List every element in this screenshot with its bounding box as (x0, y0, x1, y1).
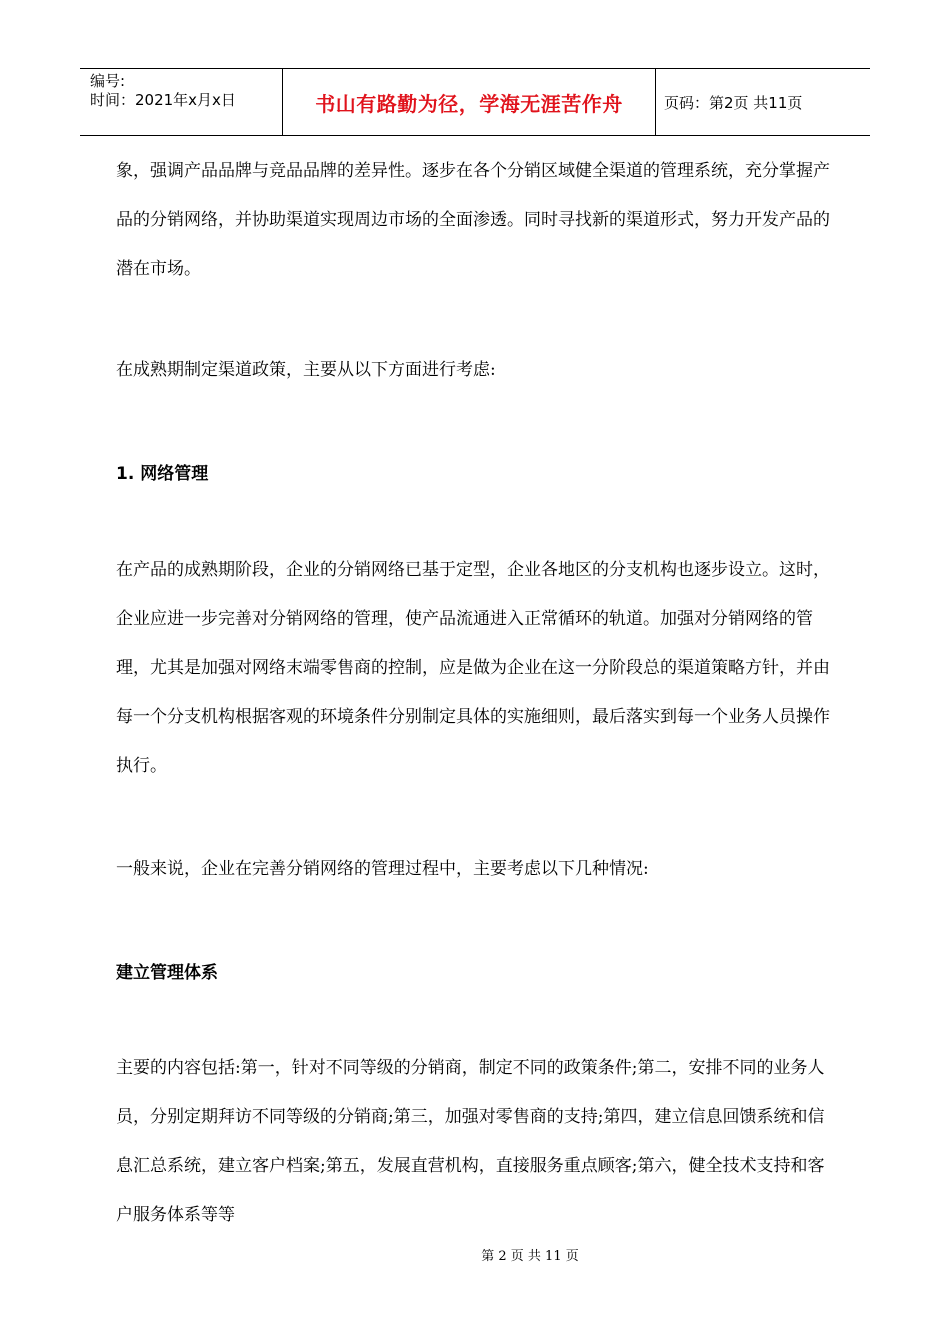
paragraph-network: 在产品的成熟期阶段，企业的分销网络已基于定型，企业各地区的分支机构也逐步设立。这时，企业应进一步完善对分销网络的管理，使产品流通进入正常循环的轨道。加强对分销网络的管理，尤其是加强对网络末端零售商的控制，应是做为企业在这一分阶段总的渠道策略方针，并由每一个分支机构根据客观的环境条件分别制定具体的实施细则，最后落实到每一个业务人员操作执行。 (116, 560, 830, 776)
document-number-label: 编号: (90, 72, 126, 90)
page-footer: 第 2 页 共 11 页 (481, 1249, 579, 1264)
heading-management-system: 建立管理体系 (116, 963, 218, 983)
paragraph-general: 一般来说，企业在完善分销网络的管理过程中，主要考虑以下几种情况: (116, 859, 649, 879)
paragraph-policy: 在成熟期制定渠道政策，主要从以下方面进行考虑: (116, 360, 496, 380)
page-header (80, 68, 870, 136)
header-page-info: 页码：第2页 共11页 (664, 93, 803, 112)
header-meta (80, 69, 282, 135)
header-motto: 书山有路勤为径，学海无涯苦作舟 (282, 69, 656, 135)
paragraph-system: 主要的内容包括:第一，针对不同等级的分销商，制定不同的政策条件;第二，安排不同的业务人员，分别定期拜访不同等级的分销商;第三，加强对零售商的支持;第四，建立信息回馈系统和信息汇总系统，建立客户档案;第五，发展直营机构，直接服务重点顾客;第六，健全技术支持和客户服务体系等等 (116, 1058, 825, 1225)
document-date: 时间：2021年x月x日 (90, 91, 236, 109)
heading-network-management: 1. 网络管理 (116, 464, 209, 484)
paragraph-intro: 象，强调产品品牌与竞品品牌的差异性。逐步在各个分销区域健全渠道的管理系统，充分掌握产品的分销网络，并协助渠道实现周边市场的全面渗透。同时寻找新的渠道形式，努力开发产品的潜在市场。 (116, 161, 830, 279)
